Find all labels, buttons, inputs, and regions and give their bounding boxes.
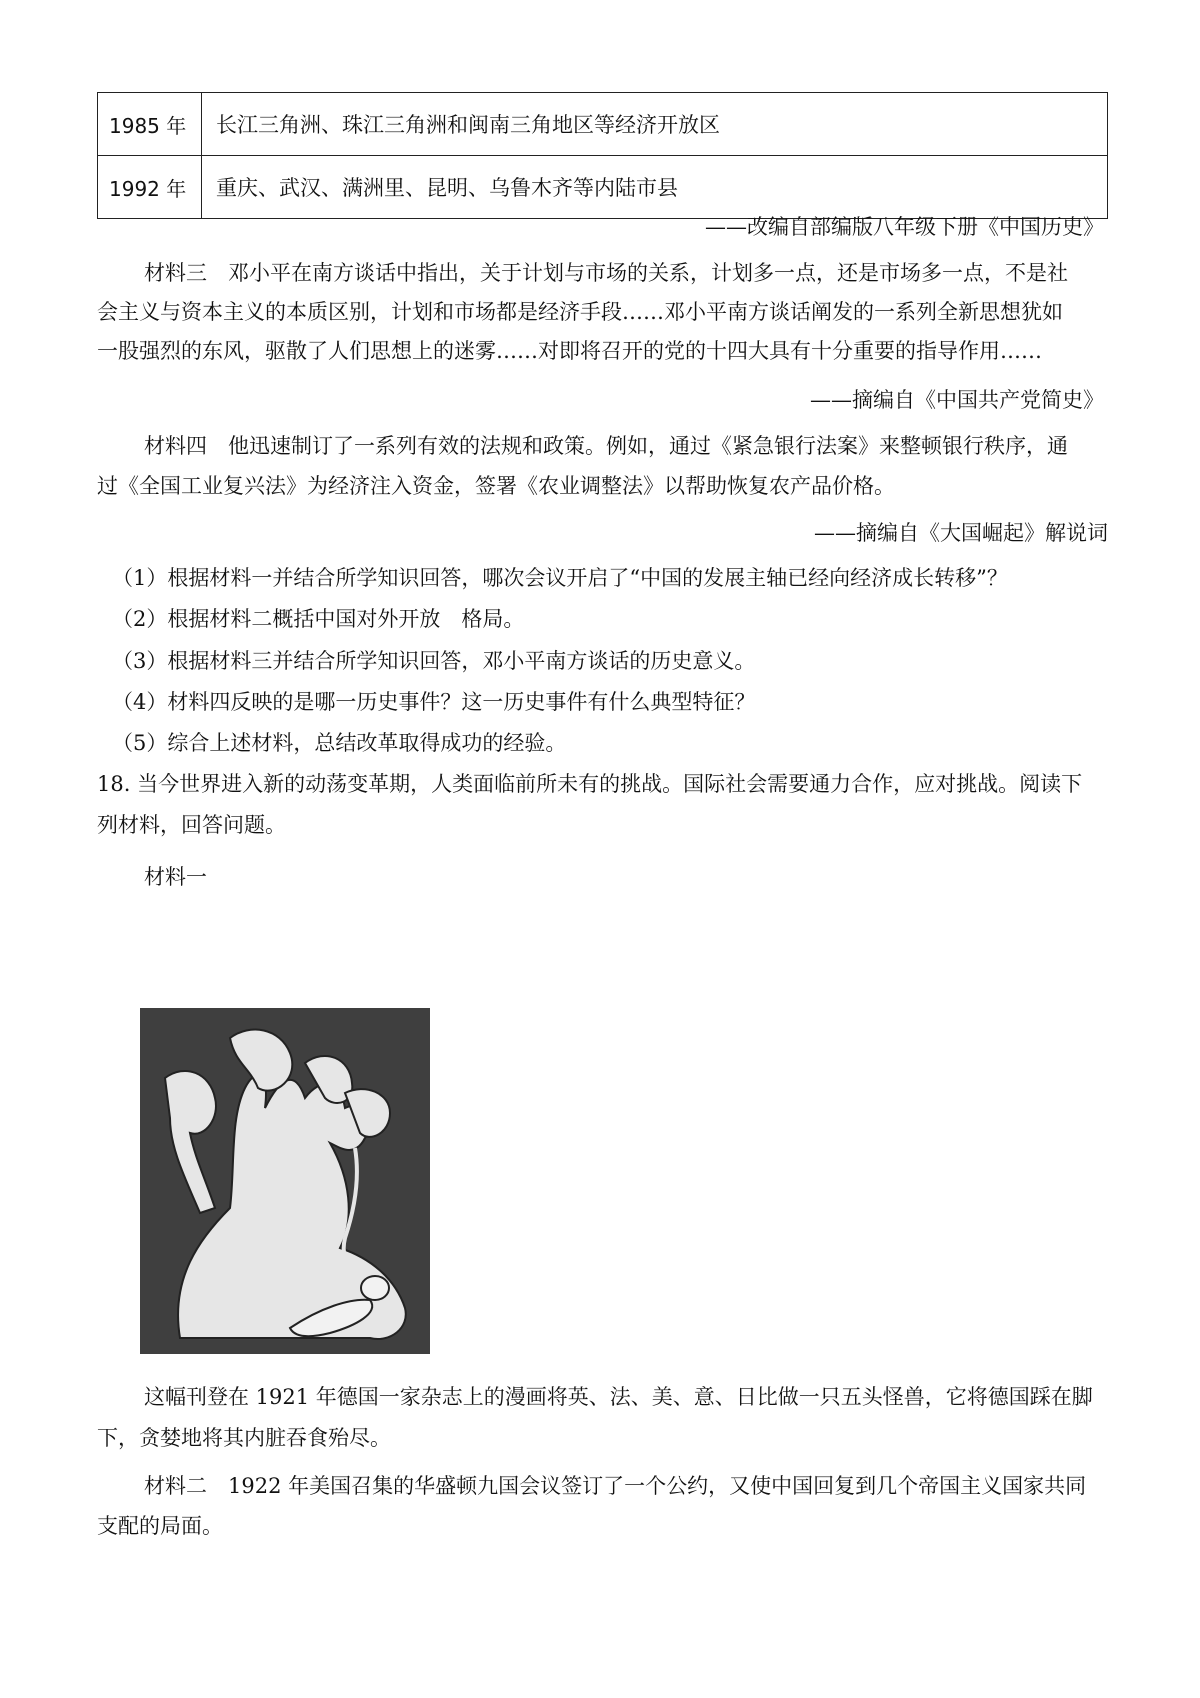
material3-line: 会主义与资本主义的本质区别，计划和市场都是经济手段……邓小平南方谈话阐发的一系列全新思想犹如 — [97, 300, 1063, 324]
source-citation: ——改编自部编版八年级下册《中国历史》 — [705, 215, 1104, 239]
source-citation: ——摘编自《中国共产党简史》 — [810, 388, 1104, 412]
material4-line: 材料四 他迅速制订了一系列有效的法规和政策。例如，通过《紧急银行法案》来整顿银行秩序，通 — [144, 434, 1068, 458]
question-item: （5）综合上述材料，总结改革取得成功的经验。 — [112, 731, 567, 755]
question-item: （1）根据材料一并结合所学知识回答，哪次会议开启了“中国的发展主轴已经向经济成长转移”？ — [112, 566, 1008, 590]
table-cell-text: 长江三角洲、珠江三角洲和闽南三角地区等经济开放区 — [202, 93, 1108, 156]
five-headed-beast-cartoon — [140, 1008, 430, 1354]
table-row — [98, 156, 1108, 219]
material1-label: 材料一 — [144, 865, 207, 889]
material2-line: 支配的局面。 — [97, 1514, 223, 1538]
question-item: （3）根据材料三并结合所学知识回答，邓小平南方谈话的历史意义。 — [112, 649, 756, 673]
table-row — [98, 93, 1108, 156]
material3-line: 一股强烈的东风，驱散了人们思想上的迷雾……对即将召开的党的十四大具有十分重要的指导作用…… — [97, 339, 1042, 363]
table-cell-year: 1992 年 — [98, 156, 202, 219]
material4-line: 过《全国工业复兴法》为经济注入资金，签署《农业调整法》以帮助恢复农产品价格。 — [97, 474, 895, 498]
question-item: （2）根据材料二概括中国对外开放 格局。 — [112, 607, 525, 631]
cartoon-caption-line: 下，贪婪地将其内脏吞食殆尽。 — [97, 1426, 391, 1450]
cartoon-caption-line: 这幅刊登在 1921 年德国一家杂志上的漫画将英、法、美、意、日比做一只五头怪兽，它将德国踩在脚 — [144, 1385, 1093, 1409]
question-item: （4）材料四反映的是哪一历史事件？这一历史事件有什么典型特征？ — [112, 690, 756, 714]
material3-line: 材料三 邓小平在南方谈话中指出，关于计划与市场的关系，计划多一点，还是市场多一点，不是社 — [144, 261, 1068, 285]
material2-line: 材料二 1922 年美国召集的华盛顿九国会议签订了一个公约，又使中国回复到几个帝国主义国家共同 — [144, 1474, 1087, 1498]
source-citation: ——摘编自《大国崛起》解说词 — [814, 521, 1108, 545]
question-18-line: 列材料，回答问题。 — [97, 813, 286, 837]
table-cell-text: 重庆、武汉、满洲里、昆明、乌鲁木齐等内陆市县 — [202, 156, 1108, 219]
open-regions-table — [97, 92, 1108, 219]
question-18-line: 18. 当今世界进入新的动荡变革期，人类面临前所未有的挑战。国际社会需要通力合作，应对挑战。阅读下 — [97, 772, 1083, 796]
table-cell-year: 1985 年 — [98, 93, 202, 156]
